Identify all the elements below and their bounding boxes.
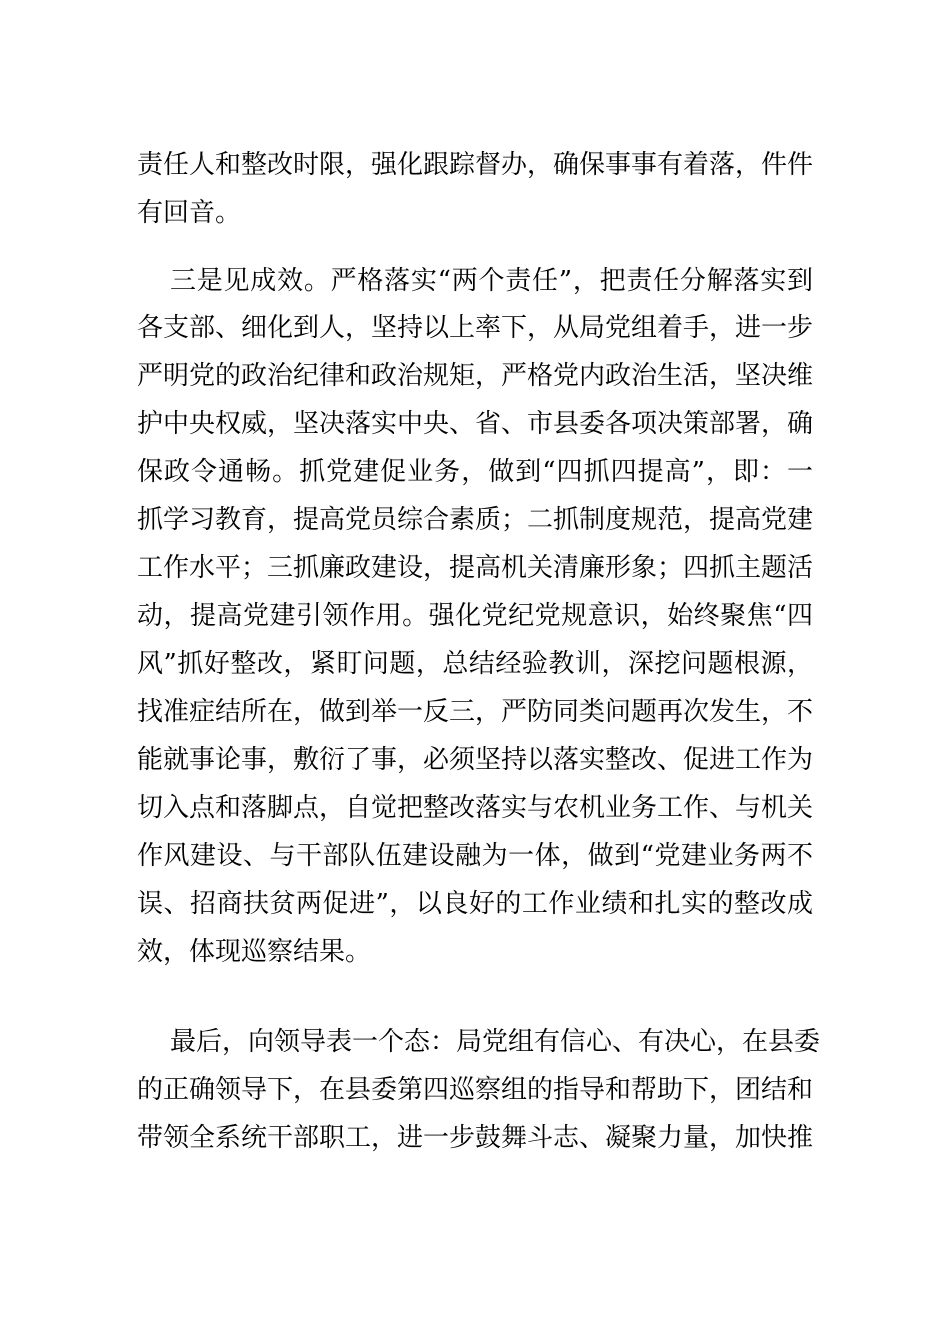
text-line-20: 带领全系统干部职工，进一步鼓舞斗志、凝聚力量，加快推 bbox=[137, 1123, 814, 1153]
text-line-19: 的正确领导下，在县委第四巡察组的指导和帮助下，团结和 bbox=[137, 1075, 814, 1105]
text-line-12: 找准症结所在，做到举一反三，严防同类问题再次发生，不 bbox=[137, 697, 814, 727]
text-line-15: 作风建设、与干部队伍建设融为一体，做到“党建业务两不 bbox=[137, 841, 813, 871]
text-line-8: 抓学习教育，提高党员综合素质；二抓制度规范，提高党建 bbox=[137, 505, 814, 535]
text-line-18: 最后，向领导表一个态：局党组有信心、有决心，在县委 bbox=[170, 1027, 821, 1057]
text-line-6: 护中央权威，坚决落实中央、省、市县委各项决策部署，确 bbox=[137, 409, 814, 439]
text-line-11: 风”抓好整改，紧盯问题，总结经验教训，深挖问题根源， bbox=[137, 649, 813, 679]
text-line-7: 保政令通畅。抓党建促业务，做到“四抓四提高”，即：一 bbox=[137, 457, 813, 487]
text-line-1: 责任人和整改时限，强化跟踪督办，确保事事有着落，件件 bbox=[137, 150, 814, 180]
text-line-5: 严明党的政治纪律和政治规矩，严格党内政治生活，坚决维 bbox=[137, 361, 814, 391]
text-line-4: 各支部、细化到人，坚持以上率下，从局党组着手，进一步 bbox=[137, 313, 814, 343]
text-line-14: 切入点和落脚点，自觉把整改落实与农机业务工作、与机关 bbox=[137, 793, 814, 823]
text-line-9: 工作水平；三抓廉政建设，提高机关清廉形象；四抓主题活 bbox=[137, 553, 814, 583]
text-line-2: 有回音。 bbox=[137, 198, 242, 228]
text-line-16: 误、招商扶贫两促进”，以良好的工作业绩和扎实的整改成 bbox=[137, 889, 813, 919]
text-line-17: 效，体现巡察结果。 bbox=[137, 937, 372, 967]
text-line-13: 能就事论事，敷衍了事，必须坚持以落实整改、促进工作为 bbox=[137, 745, 814, 775]
text-line-10: 动，提高党建引领作用。强化党纪党规意识，始终聚焦“四 bbox=[137, 601, 813, 631]
text-line-3: 三是见成效。严格落实“两个责任”，把责任分解落实到 bbox=[170, 266, 813, 296]
